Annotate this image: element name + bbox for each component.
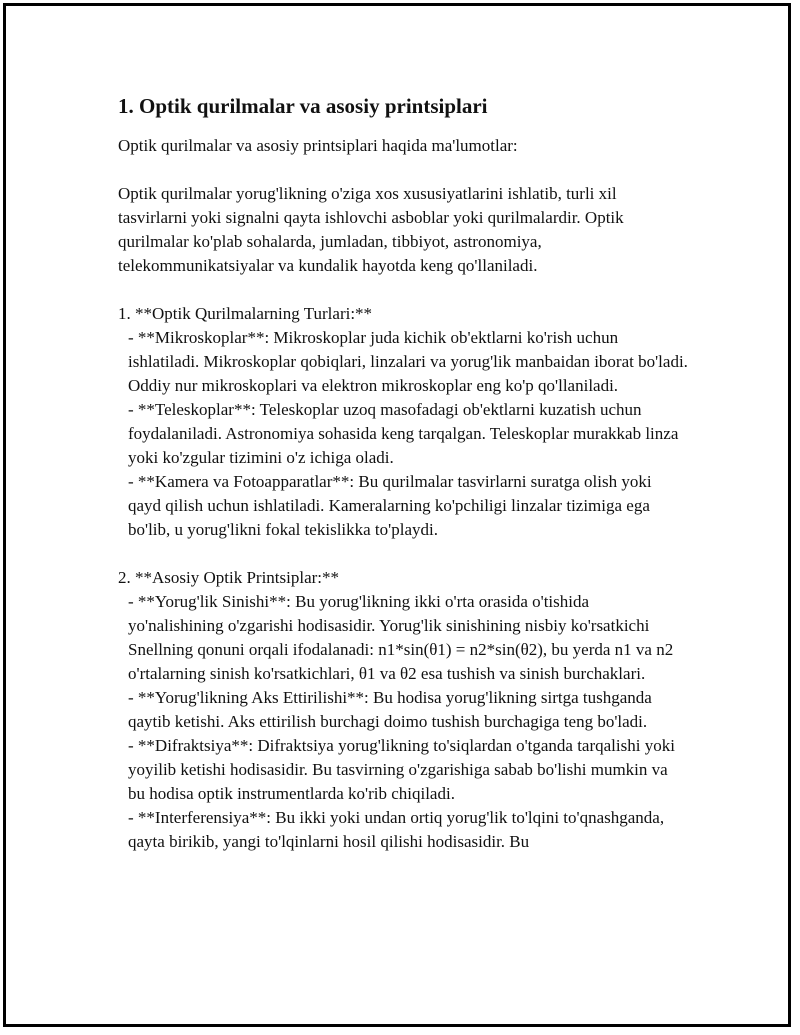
list-item-reflection: - **Yorug'likning Aks Ettirilishi**: Bu hodisa yorug'likning sirtga tushganda qaytib ketishi. Aks ettirilish burchagi doimo tushish burchagiga teng bo'ladi. xyxy=(128,688,652,731)
list-item-interference: - **Interferensiya**: Bu ikki yoki undan ortiq yorug'lik to'lqini to'qnashganda, qayta birikib, yangi to'lqinlarni hosil qilishi hodisasidir. Bu xyxy=(128,808,665,851)
list-item-cameras: - **Kamera va Fotoapparatlar**: Bu qurilmalar tasvirlarni suratga olish yoki qayd qilish uchun ishlatiladi. Kameralarning ko'pchiligi linzalar tizimiga ega bo'lib, u yorug'likni fokal tekislikka to'playdi. xyxy=(128,472,652,539)
document-title: 1. Optik qurilmalar va asosiy printsiplari xyxy=(118,94,488,118)
document-page xyxy=(118,92,688,854)
list-item-microscopes: - **Mikroskoplar**: Mikroskoplar juda kichik ob'ektlarni ko'rish uchun ishlatiladi. Mikroskoplar qobiqlari, linzalari va yorug'lik manbaidan iborat bo'ladi. Oddiy nur mikroskoplari va elektron mikroskoplar eng ko'p qo'llaniladi. xyxy=(128,328,688,395)
section-heading-types: 1. **Optik Qurilmalarning Turlari:** xyxy=(118,304,373,323)
section-heading-principles: 2. **Asosiy Optik Printsiplar:** xyxy=(118,568,340,587)
list-item-telescopes: - **Teleskoplar**: Teleskoplar uzoq masofadagi ob'ektlarni kuzatish uchun foydalaniladi. Astronomiya sohasida keng tarqalgan. Teleskoplar murakkab linza yoki ko'zgular tizimini o'z ichiga oladi. xyxy=(128,400,679,467)
intro-paragraph: Optik qurilmalar yorug'likning o'ziga xos xususiyatlarini ishlatib, turli xil tasvirlarni yoki signalni qayta ishlovchi asboblar yoki qurilmalardir. Optik qurilmalar ko'plab sohalarda, jumladan, tibbiyot, astronomiya, telekommunikatsiyalar va kundalik hayotda keng qo'llaniladi. xyxy=(118,184,624,275)
list-item-diffraction: - **Difraktsiya**: Difraktsiya yorug'likning to'siqlardan o'tganda tarqalishi yoki yoyilib ketishi hodisasidir. Bu tasvirning o'zgarishiga sabab bo'lishi mumkin va bu hodisa optik instrumentlarda ko'rib chiqiladi. xyxy=(128,736,675,803)
list-item-refraction: - **Yorug'lik Sinishi**: Bu yorug'likning ikki o'rta orasida o'tishida yo'nalishining o'zgarishi hodisasidir. Yorug'lik sinishining nisbiy ko'rsatkichi Snellning qonuni orqali ifodalanadi: n1*sin(θ1) = n2*sin(θ2), bu yerda n1 va n2 o'rtalarning sinish ko'rsatkichlari, θ1 va θ2 esa tushish va sinish burchaklari. xyxy=(128,592,674,683)
intro-text: Optik qurilmalar va asosiy printsiplari haqida ma'lumotlar: xyxy=(118,136,518,155)
